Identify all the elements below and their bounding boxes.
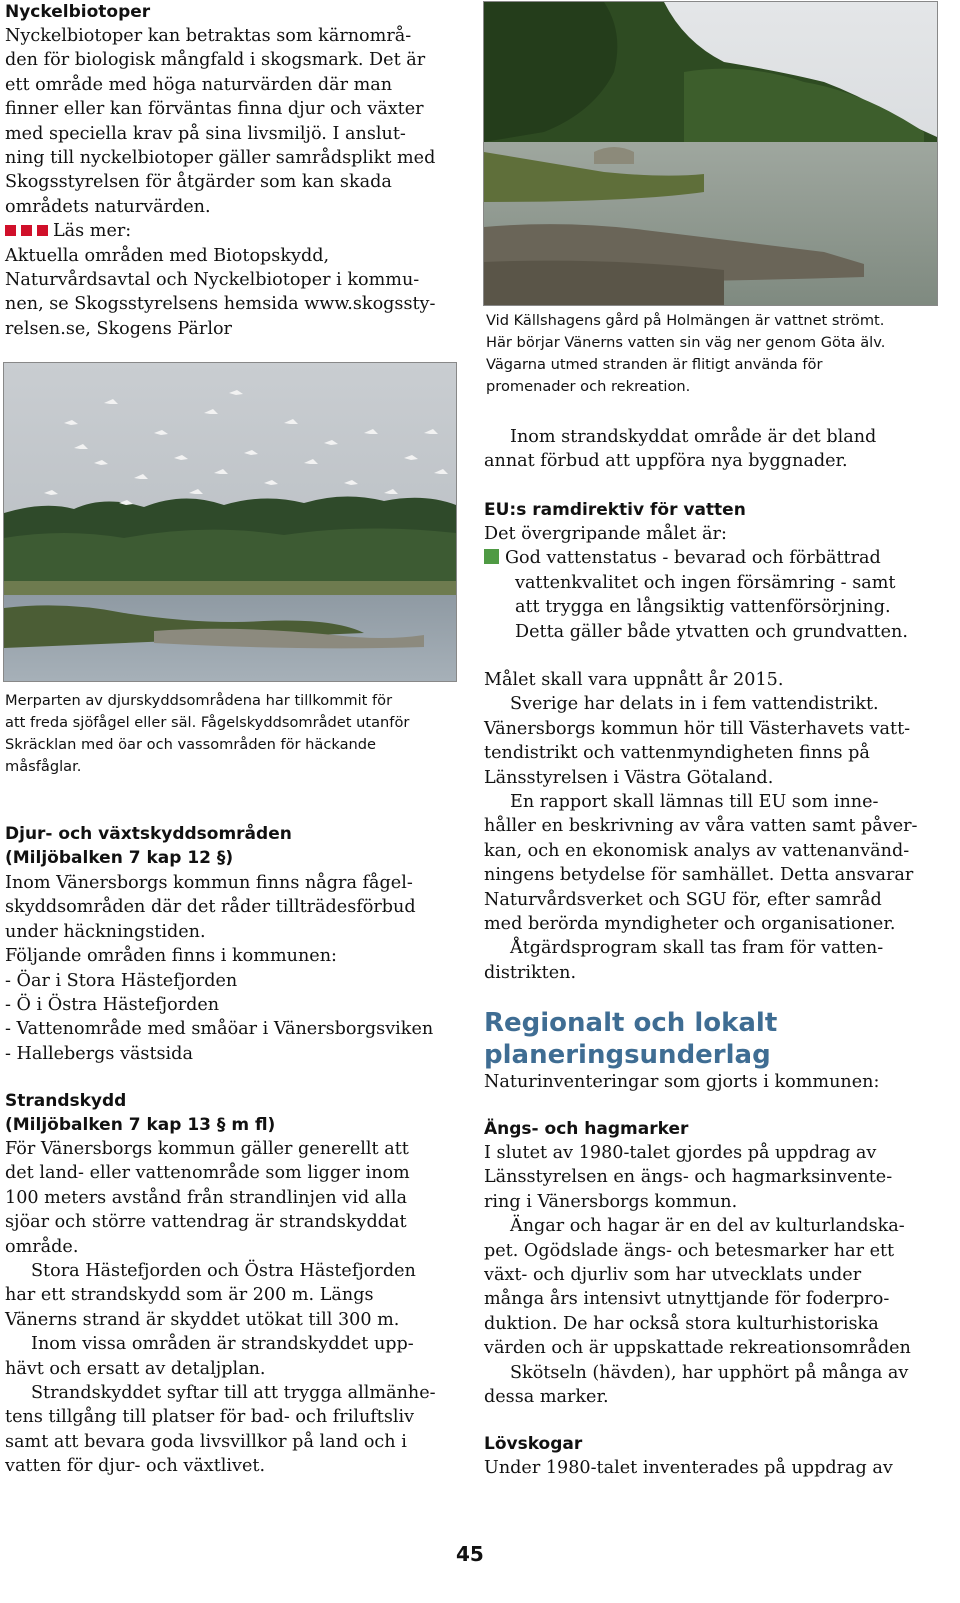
- text-line: det land- eller vattenområde som ligger inom: [5, 1163, 410, 1184]
- las-mer-label: Läs mer:: [53, 221, 132, 242]
- bullet-text: God vattenstatus - bevarad och förbättrad: [505, 548, 881, 569]
- strandskydd-heading-line: Strandskydd: [5, 1091, 127, 1111]
- angs-heading: Ängs- och hagmarker: [484, 1119, 689, 1139]
- list-item: - Ö i Östra Hästefjorden: [5, 995, 220, 1016]
- text-line: 100 meters avstånd från strandlinjen vid alla: [5, 1187, 407, 1208]
- strandskydd-continued: [484, 425, 876, 474]
- caption-line: måsfåglar.: [5, 758, 82, 775]
- text-line: Inom strandskyddat område är det bland: [510, 427, 877, 447]
- text-line: hävt och ersatt av detaljplan.: [5, 1358, 266, 1379]
- red-square-icon: [21, 225, 32, 236]
- text-line: Nyckelbiotoper kan betraktas som kärnområ-: [5, 26, 412, 46]
- text-line: Sverige har delats in i fem vattendistrikt.: [510, 694, 879, 715]
- text-line: område.: [5, 1236, 79, 1257]
- text-line: tendistrikt och vattenmyndigheten finns på: [484, 743, 870, 764]
- text-line: Naturvårdsavtal och Nyckelbiotoper i kommu-: [5, 270, 420, 291]
- text-line: Inom Vänersborgs kommun finns några fågel-: [5, 873, 413, 893]
- text-line: vattenkvalitet och ingen försämring - samt: [515, 572, 896, 593]
- text-line: sjöar och större vattendrag är strandskyddat: [5, 1212, 407, 1233]
- caption-line: promenader och rekreation.: [486, 378, 691, 395]
- text-line: skyddsområden där det råder tillträdesförbud: [5, 897, 416, 918]
- text-line: ett område med höga naturvärden där man: [5, 74, 393, 95]
- text-line: Skogsstyrelsen för åtgärder som kan skada: [5, 172, 392, 193]
- text-line: För Vänersborgs kommun gäller generellt att: [5, 1139, 409, 1159]
- text-line: växt- och djurliv som har utvecklats under: [484, 1265, 862, 1286]
- lake-photo-graphic: [484, 2, 937, 305]
- text-line: relsen.se, Skogens Pärlor: [5, 318, 232, 339]
- text-line: En rapport skall lämnas till EU som inne-: [510, 792, 879, 813]
- caption-line: Merparten av djurskyddsområdena har tillkommit för: [5, 692, 393, 709]
- text-line: annat förbud att uppföra nya byggnader.: [484, 451, 848, 472]
- eu-heading: EU:s ramdirektiv för vatten: [484, 500, 746, 520]
- text-line: kan, och en ekonomisk analys av vattenanvänd-: [484, 840, 910, 861]
- djur-heading: [5, 822, 292, 870]
- section-intro: Naturinventeringar som gjorts i kommunen:: [484, 1072, 880, 1092]
- lovskogar-heading: Lövskogar: [484, 1434, 583, 1454]
- text-line: Vänersborgs kommun hör till Västerhavets vatt-: [484, 718, 911, 739]
- section-title: [484, 1007, 777, 1071]
- text-line: Vänerns strand är skyddet utökat till 300 m.: [5, 1309, 400, 1330]
- red-square-icon: [5, 225, 16, 236]
- text-line: Strandskyddet syftar till att trygga allmänhe-: [31, 1383, 436, 1404]
- caption-line: Vid Källshagens gård på Holmängen är vattnet strömt.: [486, 312, 885, 329]
- list-item: - Vattenområde med småöar i Vänersborgsviken: [5, 1019, 434, 1040]
- text-line: ning till nyckelbiotoper gäller samrådsplikt med: [5, 148, 436, 169]
- angs-text: [484, 1141, 911, 1409]
- text-line: pet. Ogödslade ängs- och betesmarker har ett: [484, 1240, 895, 1261]
- text-line: samt att bevara goda livsvillkor på land och i: [5, 1431, 407, 1452]
- text-line: Länsstyrelsen en ängs- och hagmarksinvente-: [484, 1167, 893, 1188]
- text-line: har ett strandskydd som är 200 m. Längs: [5, 1285, 374, 1306]
- lovskogar-text: Under 1980-talet inventerades på uppdrag av: [484, 1458, 893, 1478]
- lake-photo: [483, 1, 938, 306]
- list-item: - Öar i Stora Hästefjorden: [5, 970, 238, 991]
- caption-line: att freda sjöfågel eller säl. Fågelskyddsområdet utanför: [5, 714, 410, 731]
- strandskydd-heading-line: (Miljöbalken 7 kap 13 § m fl): [5, 1115, 276, 1135]
- text-line: under häckningstiden.: [5, 921, 206, 942]
- text-line: ningens betydelse för samhället. Detta ansvarar: [484, 865, 914, 886]
- text-line: Detta gäller både ytvatten och grundvatten.: [515, 621, 908, 642]
- text-line: Inom vissa områden är strandskyddet upp-: [31, 1334, 414, 1355]
- text-line: Ängar och hagar är en del av kulturlandska-: [510, 1216, 905, 1237]
- text-line: nen, se Skogsstyrelsens hemsida www.skogssty-: [5, 294, 436, 315]
- text-line: I slutet av 1980-talet gjordes på uppdrag av: [484, 1143, 877, 1163]
- birds-caption: [5, 690, 409, 778]
- text-line: att trygga en långsiktig vattenförsörjning.: [515, 597, 891, 618]
- text-line: Följande områden finns i kommunen:: [5, 946, 337, 967]
- text-line: den för biologisk mångfald i skogsmark. Det är: [5, 50, 426, 71]
- eu-body: [484, 668, 917, 985]
- text-line: distrikten.: [484, 962, 577, 983]
- strandskydd-heading: [5, 1089, 275, 1137]
- text-line: tens tillgång till platser för bad- och friluftsliv: [5, 1407, 415, 1428]
- text-line: Länsstyrelsen i Västra Götaland.: [484, 767, 774, 788]
- las-mer-line: [5, 219, 435, 243]
- birds-photo-graphic: [4, 363, 456, 681]
- nyckelbiotoper-text: [5, 24, 435, 341]
- section-title-line: planeringsunderlag: [484, 1040, 771, 1070]
- lake-caption: [486, 310, 885, 398]
- text-line: Målet skall vara uppnått år 2015.: [484, 670, 784, 690]
- text-line: värden och är uppskattade rekreationsområden: [484, 1338, 911, 1359]
- text-line: håller en beskrivning av våra vatten samt påver-: [484, 816, 918, 837]
- caption-line: Vägarna utmed stranden är flitigt använda för: [486, 356, 823, 373]
- text-line: Det övergripande målet är:: [484, 524, 727, 544]
- text-line: Aktuella områden med Biotopskydd,: [5, 245, 330, 266]
- text-line: många års intensivt utnyttjande för foderpro-: [484, 1289, 890, 1310]
- djur-heading-line: (Miljöbalken 7 kap 12 §): [5, 848, 234, 868]
- green-square-icon: [484, 549, 499, 564]
- text-line: Stora Hästefjorden och Östra Hästefjorden: [31, 1261, 416, 1282]
- birds-photo: [3, 362, 457, 682]
- section-title-line: Regionalt och lokalt: [484, 1008, 778, 1038]
- text-line: ring i Vänersborgs kommun.: [484, 1191, 738, 1212]
- text-line: med speciella krav på sina livsmiljö. I anslut-: [5, 123, 406, 144]
- text-line: Åtgärdsprogram skall tas fram för vatten-: [510, 938, 884, 959]
- page-number: 45: [456, 1542, 484, 1566]
- text-line: Skötseln (hävden), har upphört på många av: [510, 1362, 909, 1383]
- caption-line: Här börjar Vänerns vatten sin väg ner genom Göta älv.: [486, 334, 886, 351]
- text-line: duktion. De har också stora kulturhistoriska: [484, 1313, 879, 1334]
- eu-bullet-line: [484, 546, 908, 570]
- nyckelbiotoper-heading: Nyckelbiotoper: [5, 2, 151, 22]
- strandskydd-text: [5, 1137, 436, 1479]
- text-line: vatten för djur- och växtlivet.: [5, 1456, 266, 1477]
- text-line: områdets naturvärden.: [5, 196, 211, 217]
- red-square-icon: [37, 225, 48, 236]
- text-line: med berörda myndigheter och organisationer.: [484, 914, 896, 935]
- djur-text: [5, 871, 433, 1066]
- text-line: finner eller kan förväntas finna djur och växter: [5, 99, 424, 120]
- eu-text: [484, 522, 908, 644]
- text-line: dessa marker.: [484, 1387, 609, 1408]
- djur-heading-line: Djur- och växtskyddsområden: [5, 824, 292, 844]
- list-item: - Hallebergs västsida: [5, 1043, 193, 1064]
- caption-line: Skräcklan med öar och vassområden för häckande: [5, 736, 377, 753]
- text-line: Naturvårdsverket och SGU för, efter samråd: [484, 889, 882, 910]
